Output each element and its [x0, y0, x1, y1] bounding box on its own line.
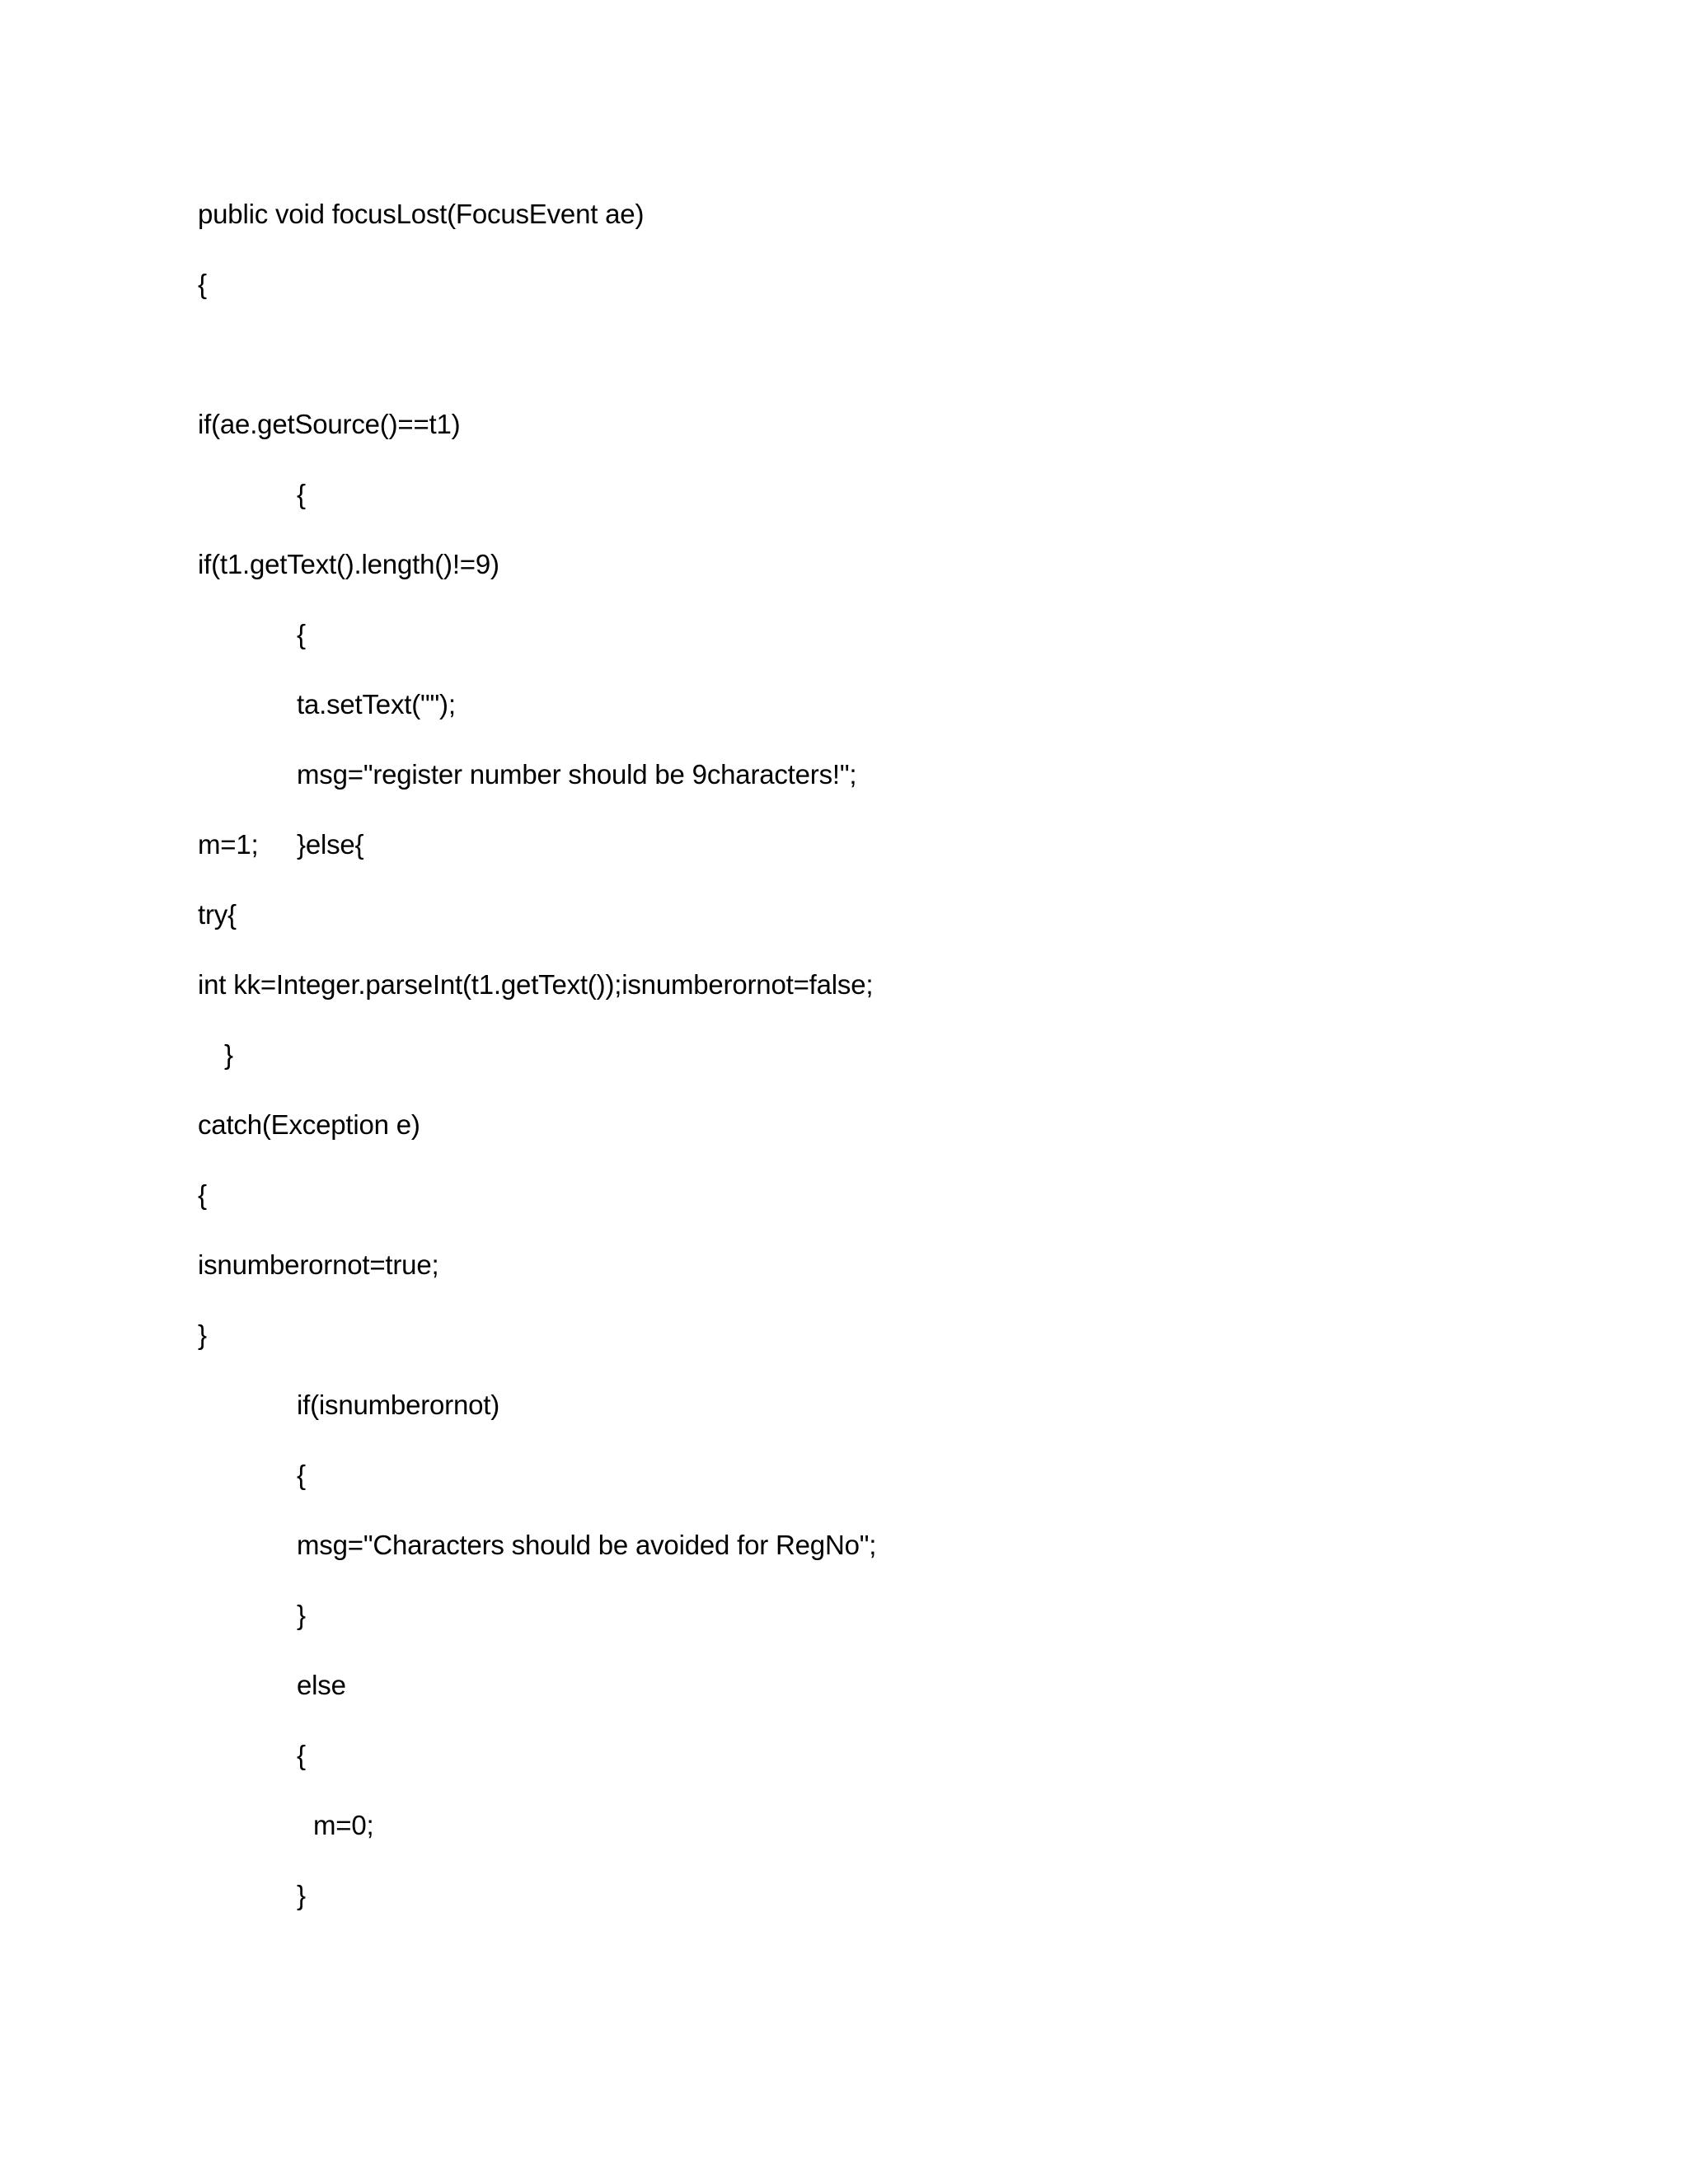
code-line: if(ae.getSource()==t1)	[198, 409, 461, 439]
code-line: {	[198, 1179, 207, 1210]
code-line: else	[297, 1670, 346, 1700]
code-line: try{	[198, 899, 237, 930]
code-line: {	[297, 479, 306, 509]
code-line: }	[297, 1600, 306, 1630]
code-line: m=1;	[198, 829, 259, 860]
code-line: public void focusLost(FocusEvent ae)	[198, 199, 645, 229]
code-line: msg="Characters should be avoided for RegNo";	[297, 1530, 877, 1560]
code-line: {	[297, 1460, 306, 1490]
code-line: {	[297, 619, 306, 649]
code-line: }	[297, 1880, 306, 1910]
code-line: if(t1.getText().length()!=9)	[198, 549, 499, 579]
code-line: msg="register number should be 9characters!";	[297, 759, 857, 790]
code-line: }else{	[297, 829, 364, 860]
code-line: isnumberornot=true;	[198, 1249, 439, 1280]
code-line: if(isnumberornot)	[297, 1390, 500, 1420]
code-line: int kk=Integer.parseInt(t1.getText());isnumberornot=false;	[198, 969, 874, 1000]
code-line: ta.setText("");	[297, 689, 456, 719]
code-line: }	[224, 1039, 233, 1070]
code-line: {	[297, 1740, 306, 1770]
code-line: }	[198, 1319, 207, 1350]
code-line: {	[198, 269, 207, 299]
code-line: m=0;	[313, 1810, 374, 1840]
code-line: catch(Exception e)	[198, 1109, 420, 1140]
